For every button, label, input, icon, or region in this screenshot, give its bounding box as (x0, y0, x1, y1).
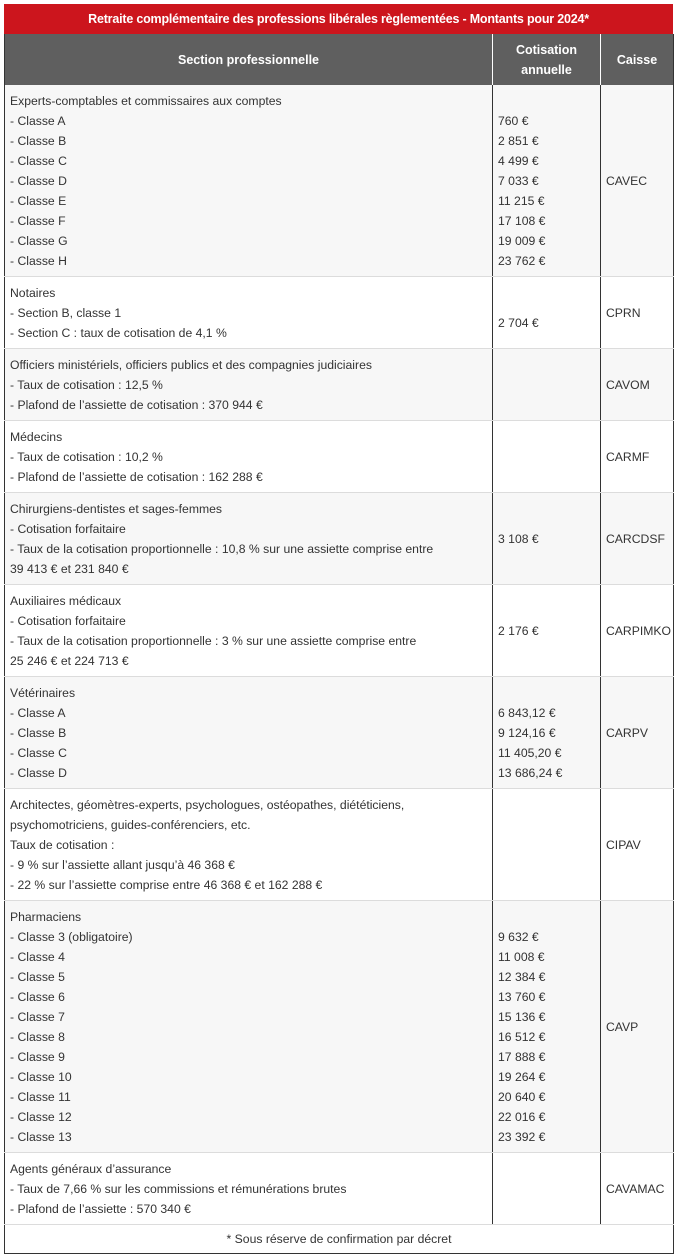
amount-spacer (498, 907, 595, 927)
cotisation-amount: 15 136 € (498, 1010, 546, 1024)
section-cell (5, 349, 493, 421)
cotisation-amount: 19 009 € (498, 234, 546, 248)
table-row (5, 349, 674, 421)
cotisation-cell (493, 901, 601, 1153)
table-row (5, 1153, 674, 1225)
section-detail-line: - Classe A (10, 114, 66, 128)
section-cell (5, 677, 493, 789)
pension-table (4, 34, 674, 1254)
section-cell (5, 493, 493, 585)
section-title: Vétérinaires (10, 686, 76, 700)
section-detail-line: - Classe 6 (10, 990, 65, 1004)
table-row (5, 677, 674, 789)
section-detail-line: - Classe C (10, 746, 67, 760)
cotisation-amount: 22 016 € (498, 1110, 546, 1124)
section-cell (5, 421, 493, 493)
cotisation-amount: 19 264 € (498, 1070, 546, 1084)
section-detail-line: - Classe 10 (10, 1070, 72, 1084)
section-title: Experts-comptables et commissaires aux comptes (10, 94, 282, 108)
table-row (5, 585, 674, 677)
section-detail-line: - Section B, classe 1 (10, 306, 122, 320)
table-row (5, 421, 674, 493)
table-row (5, 901, 674, 1153)
cotisation-amount: 2 704 € (498, 316, 539, 330)
footnote: * Sous réserve de confirmation par décret (5, 1225, 674, 1254)
cotisation-cell (493, 677, 601, 789)
cotisation-amount: 12 384 € (498, 970, 546, 984)
cotisation-amount: 760 € (498, 114, 529, 128)
table-row (5, 789, 674, 901)
cotisation-cell (493, 789, 601, 901)
section-title: Architectes, géomètres-experts, psychologues, ostéopathes, diététiciens, (10, 798, 405, 812)
cotisation-cell (493, 277, 601, 349)
caisse-cell: CPRN (601, 277, 674, 349)
caisse-cell: CAVOM (601, 349, 674, 421)
cotisation-cell (493, 1153, 601, 1225)
caisse-cell: CAVP (601, 901, 674, 1153)
cotisation-amount: 16 512 € (498, 1030, 546, 1044)
caisse-cell: CAVAMAC (601, 1153, 674, 1225)
cotisation-cell (493, 585, 601, 677)
section-cell (5, 1153, 493, 1225)
section-title: Chirurgiens-dentistes et sages-femmes (10, 502, 223, 516)
table-body (5, 85, 674, 1254)
caisse-cell: CARMF (601, 421, 674, 493)
cotisation-cell (493, 493, 601, 585)
section-title: Médecins (10, 430, 63, 444)
section-detail-line: - Plafond de l’assiette : 570 340 € (10, 1202, 191, 1216)
section-detail-line: - Classe F (10, 214, 66, 228)
cotisation-amount: 3 108 € (498, 532, 539, 546)
header-row (5, 34, 674, 85)
cotisation-amount: 2 851 € (498, 134, 539, 148)
section-detail-line: - Taux de la cotisation proportionnelle : 3 % sur une assiette comprise entre (10, 634, 417, 648)
pension-table-container (4, 4, 673, 1254)
section-detail-line: - Classe C (10, 154, 67, 168)
table-title: Retraite complémentaire des professions libérales règlementées - Montants pour 2024* (4, 4, 673, 34)
header-section: Section professionnelle (5, 34, 493, 85)
section-detail-line: - Classe 4 (10, 950, 65, 964)
cotisation-amount: 17 888 € (498, 1050, 546, 1064)
section-detail-line: - Classe 8 (10, 1030, 65, 1044)
section-detail-line: Taux de cotisation : (10, 838, 115, 852)
cotisation-cell (493, 85, 601, 277)
section-detail-line: - Classe 5 (10, 970, 65, 984)
section-detail-line: - Taux de la cotisation proportionnelle : 10,8 % sur une assiette comprise entre (10, 542, 434, 556)
section-detail-line: - Plafond de l’assiette de cotisation : 370 944 € (10, 398, 263, 412)
cotisation-amount: 11 215 € (498, 194, 545, 208)
section-detail-line: - Taux de cotisation : 10,2 % (10, 450, 163, 464)
cotisation-amount: 2 176 € (498, 624, 539, 638)
section-detail-line: - Cotisation forfaitaire (10, 522, 126, 536)
section-detail-line: - Cotisation forfaitaire (10, 614, 126, 628)
cotisation-amount: 9 632 € (498, 930, 539, 944)
section-detail-line: 39 413 € et 231 840 € (10, 562, 129, 576)
amount-spacer (498, 91, 595, 111)
section-cell (5, 277, 493, 349)
section-detail-line: - Classe B (10, 134, 67, 148)
cotisation-amount: 23 762 € (498, 254, 546, 268)
section-detail-line: - 22 % sur l’assiette comprise entre 46 368 € et 162 288 € (10, 878, 323, 892)
section-detail-line: 25 246 € et 224 713 € (10, 654, 129, 668)
header-caisse: Caisse (601, 34, 674, 85)
cotisation-amount: 4 499 € (498, 154, 539, 168)
cotisation-amount: 13 760 € (498, 990, 546, 1004)
section-detail-line: - Plafond de l’assiette de cotisation : 162 288 € (10, 470, 263, 484)
cotisation-amount: 6 843,12 € (498, 706, 556, 720)
section-detail-line: - Classe 12 (10, 1110, 72, 1124)
section-detail-line: - Classe D (10, 766, 67, 780)
caisse-cell: CARPIMKO (601, 585, 674, 677)
section-cell (5, 789, 493, 901)
section-detail-line: psychomotriciens, guides-conférenciers, etc. (10, 818, 251, 832)
cotisation-amount: 11 405,20 € (498, 746, 562, 760)
table-row (5, 277, 674, 349)
footer-row (5, 1225, 674, 1254)
cotisation-amount: 11 008 € (498, 950, 545, 964)
section-title: Notaires (10, 286, 56, 300)
section-detail-line: - Classe 11 (10, 1090, 71, 1104)
section-detail-line: - Classe 9 (10, 1050, 65, 1064)
cotisation-cell (493, 421, 601, 493)
cotisation-amount: 13 686,24 € (498, 766, 563, 780)
section-detail-line: - Classe H (10, 254, 67, 268)
section-detail-line: - Classe 3 (obligatoire) (10, 930, 133, 944)
amount-spacer (498, 683, 595, 703)
section-cell (5, 585, 493, 677)
table-row (5, 493, 674, 585)
cotisation-amount: 9 124,16 € (498, 726, 556, 740)
section-detail-line: - Classe 7 (10, 1010, 65, 1024)
table-row (5, 85, 674, 277)
section-detail-line: - Classe A (10, 706, 66, 720)
section-detail-line: - Classe 13 (10, 1130, 72, 1144)
caisse-cell: CARCDSF (601, 493, 674, 585)
section-title: Agents généraux d’assurance (10, 1162, 172, 1176)
section-title: Pharmaciens (10, 910, 82, 924)
section-detail-line: - Taux de cotisation : 12,5 % (10, 378, 163, 392)
cotisation-amount: 17 108 € (498, 214, 546, 228)
header-cotisation: Cotisation annuelle (493, 34, 601, 85)
section-detail-line: - Classe D (10, 174, 67, 188)
section-detail-line: - Taux de 7,66 % sur les commissions et rémunérations brutes (10, 1182, 347, 1196)
caisse-cell: CARPV (601, 677, 674, 789)
section-detail-line: - 9 % sur l’assiette allant jusqu’à 46 368 € (10, 858, 235, 872)
section-detail-line: - Classe G (10, 234, 68, 248)
section-detail-line: - Classe B (10, 726, 67, 740)
section-title: Auxiliaires médicaux (10, 594, 122, 608)
cotisation-cell (493, 349, 601, 421)
cotisation-amount: 23 392 € (498, 1130, 546, 1144)
section-detail-line: - Section C : taux de cotisation de 4,1 % (10, 326, 227, 340)
caisse-cell: CAVEC (601, 85, 674, 277)
cotisation-amount: 7 033 € (498, 174, 539, 188)
section-cell (5, 85, 493, 277)
section-detail-line: - Classe E (10, 194, 67, 208)
cotisation-amount: 20 640 € (498, 1090, 546, 1104)
section-title: Officiers ministériels, officiers publics et des compagnies judiciaires (10, 358, 372, 372)
section-cell (5, 901, 493, 1153)
caisse-cell: CIPAV (601, 789, 674, 901)
